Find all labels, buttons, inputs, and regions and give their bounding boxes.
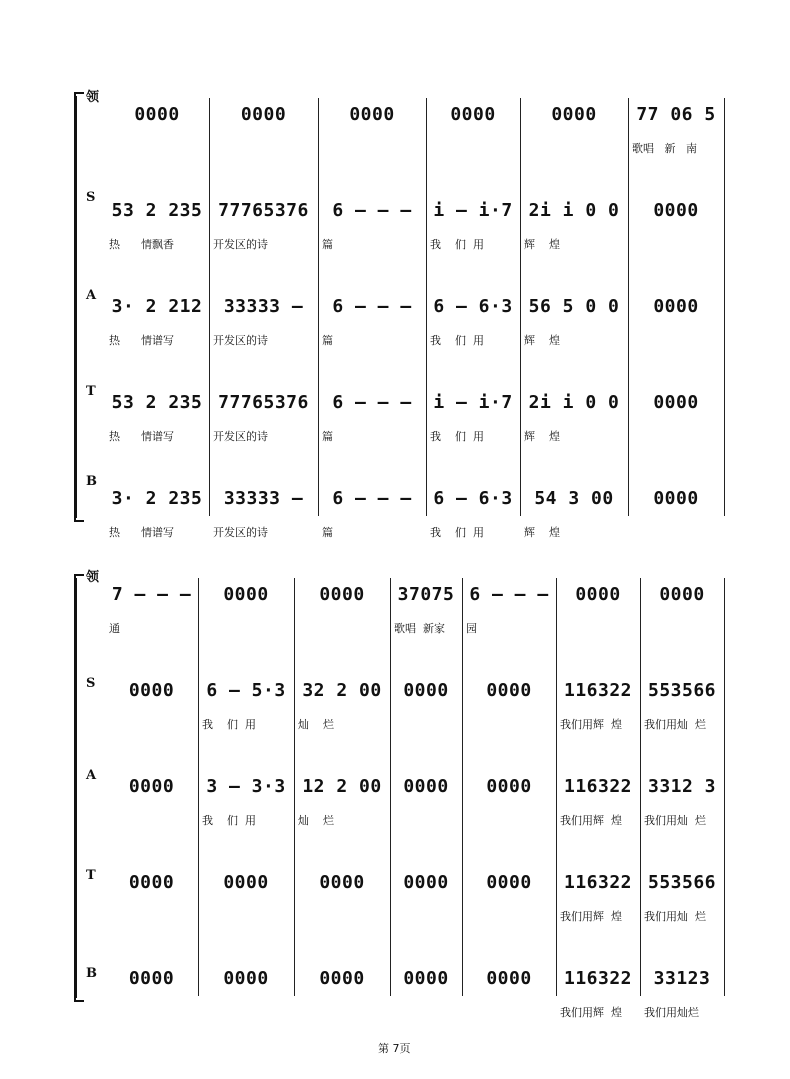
system1-measure-notes: 0000 xyxy=(653,488,699,509)
system1-measure-notes: 77 06 5 xyxy=(636,104,716,125)
system2-measure-notes: 33123 xyxy=(653,968,711,989)
system1-measure-lyric: 篇 xyxy=(322,526,333,539)
system2-measure-notes: 0000 xyxy=(128,968,175,989)
system2-measure-notes: 116322 xyxy=(563,872,633,893)
system2-measure-notes: 0000 xyxy=(403,968,449,989)
system1-measure-lyric: 我 们 用 xyxy=(430,430,484,443)
system1-measure-notes: 6 – – – xyxy=(332,296,412,317)
system2-measure-notes: 37075 xyxy=(397,584,455,605)
system2-measure-notes: 0000 xyxy=(403,776,449,797)
system2-measure-notes: 3 – 3·3 xyxy=(206,776,286,797)
system1-measure-lyric: 我 们 用 xyxy=(430,334,484,347)
system2-measure-lyric: 我们用灿 烂 xyxy=(644,910,706,923)
system1-measure-notes: 0000 xyxy=(450,104,496,125)
system2-barline xyxy=(640,578,641,996)
system2-measure-lyric: 我们用灿 烂 xyxy=(644,814,706,827)
system2-measure-lyric: 我们用辉 煌 xyxy=(560,814,622,827)
system2-measure-lyric: 灿 烂 xyxy=(298,718,334,731)
system2-brace-bottom xyxy=(74,994,84,1002)
system2-measure-notes: 0000 xyxy=(223,584,269,605)
system2-part-label: T xyxy=(86,868,96,883)
system1-measure-notes: 0000 xyxy=(240,104,287,125)
system2-measure-lyric: 我们用辉 煌 xyxy=(560,1006,622,1019)
system1-brace xyxy=(74,96,77,518)
system2-part-label: S xyxy=(86,676,96,691)
system1-brace-bottom xyxy=(74,514,84,522)
system2-measure-notes: 0000 xyxy=(659,584,705,605)
system2-measure-lyric: 我们用辉 煌 xyxy=(560,718,622,731)
system2-measure-notes: 12 2 00 xyxy=(302,776,382,797)
system1-measure-lyric: 我 们 用 xyxy=(430,238,484,251)
system1-measure-notes: 53 2 235 xyxy=(111,200,203,221)
system2-part-label: A xyxy=(86,768,97,783)
system1-measure-lyric: 热 情谱写 xyxy=(109,526,174,539)
system2-barline xyxy=(556,578,557,996)
system1-measure-lyric: 篇 xyxy=(322,238,333,251)
system1-measure-lyric: 辉 煌 xyxy=(524,238,560,251)
system1-part-label: S xyxy=(86,190,96,205)
system1-measure-notes: 6 – 6·3 xyxy=(433,488,513,509)
system1-barline xyxy=(318,98,319,516)
system2-measure-notes: 553566 xyxy=(647,872,717,893)
system2-brace-top xyxy=(74,574,84,582)
system1-measure-lyric: 开发区的诗 xyxy=(213,526,268,539)
system1-measure-lyric: 开发区的诗 xyxy=(213,334,268,347)
system1-measure-notes: 3· 2 212 xyxy=(111,296,203,317)
system2-part-label: B xyxy=(86,966,97,981)
system1-measure-notes: i – i·7 xyxy=(433,392,513,413)
system1-part-label: A xyxy=(86,288,97,303)
system2-measure-notes: 0000 xyxy=(575,584,621,605)
system1-measure-notes: 33333 – xyxy=(223,488,304,509)
system2-measure-lyric: 我们用灿烂 xyxy=(644,1006,699,1019)
system1-barline xyxy=(209,98,210,516)
system1-part-label: T xyxy=(86,384,96,399)
system2-measure-notes: 0000 xyxy=(319,872,365,893)
system2-measure-notes: 0000 xyxy=(319,584,365,605)
system2-measure-notes: 553566 xyxy=(647,680,717,701)
system1-measure-notes: 0000 xyxy=(349,104,395,125)
system1-measure-lyric: 开发区的诗 xyxy=(213,238,268,251)
system1-measure-notes: 0000 xyxy=(653,200,699,221)
system2-barline xyxy=(294,578,295,996)
system1-measure-notes: 77765376 xyxy=(218,200,309,221)
system2-part-label: 领 xyxy=(86,570,100,585)
system1-measure-notes: 0000 xyxy=(134,104,180,125)
system1-measure-lyric: 热 情谱写 xyxy=(109,430,174,443)
system1-measure-notes: 6 – – – xyxy=(332,200,412,221)
system1-measure-notes: 53 2 235 xyxy=(111,392,203,413)
system1-barline xyxy=(520,98,521,516)
system2-measure-notes: 0000 xyxy=(403,680,449,701)
system1-measure-notes: 6 – – – xyxy=(332,392,412,413)
system2-measure-notes: 7 – – – xyxy=(111,584,192,605)
system1-measure-notes: 2i i 0 0 xyxy=(528,392,620,413)
system2-barline xyxy=(724,578,725,996)
system1-measure-notes: 2i i 0 0 xyxy=(528,200,620,221)
system1-barline xyxy=(628,98,629,516)
system2-measure-notes: 0000 xyxy=(486,968,532,989)
system2-measure-lyric: 通 xyxy=(109,622,120,635)
system1-measure-notes: 54 3 00 xyxy=(534,488,614,509)
system2-measure-lyric: 我 们 用 xyxy=(202,718,256,731)
page-number: 第 7页 xyxy=(378,1042,411,1055)
system2-measure-lyric: 我们用辉 煌 xyxy=(560,910,622,923)
system1-measure-lyric: 篇 xyxy=(322,334,333,347)
system1-measure-lyric: 篇 xyxy=(322,430,333,443)
system2-measure-notes: 6 – 5·3 xyxy=(206,680,286,701)
system2-measure-notes: 0000 xyxy=(223,968,269,989)
system1-barline xyxy=(724,98,725,516)
system1-measure-notes: 6 – – – xyxy=(332,488,412,509)
system2-measure-notes: 32 2 00 xyxy=(302,680,382,701)
system1-part-label: 领 xyxy=(86,90,100,105)
system1-measure-notes: 3· 2 235 xyxy=(111,488,203,509)
system2-barline xyxy=(390,578,391,996)
system1-measure-notes: 77765376 xyxy=(218,392,309,413)
system1-measure-notes: 33333 – xyxy=(223,296,304,317)
system2-measure-lyric: 园 xyxy=(466,622,477,635)
system1-measure-notes: 0000 xyxy=(653,296,699,317)
system2-measure-notes: 116322 xyxy=(563,680,633,701)
system2-measure-lyric: 我们用灿 烂 xyxy=(644,718,706,731)
system1-measure-notes: 6 – 6·3 xyxy=(433,296,513,317)
system1-measure-lyric: 歌唱 新 南 xyxy=(632,142,697,155)
system2-measure-notes: 116322 xyxy=(563,968,633,989)
system2-measure-notes: 6 – – – xyxy=(469,584,549,605)
system2-measure-lyric: 灿 烂 xyxy=(298,814,334,827)
system1-measure-lyric: 辉 煌 xyxy=(524,430,560,443)
system2-measure-notes: 0000 xyxy=(128,872,175,893)
system1-measure-lyric: 我 们 用 xyxy=(430,526,484,539)
system2-measure-notes: 116322 xyxy=(563,776,633,797)
system2-measure-notes: 0000 xyxy=(128,680,175,701)
system2-measure-notes: 0000 xyxy=(486,872,532,893)
system2-measure-lyric: 我 们 用 xyxy=(202,814,256,827)
system1-brace-top xyxy=(74,92,84,100)
system1-measure-notes: 0000 xyxy=(653,392,699,413)
system1-measure-lyric: 开发区的诗 xyxy=(213,430,268,443)
system2-brace xyxy=(74,578,77,998)
system1-measure-lyric: 热 情飘香 xyxy=(109,238,174,251)
system1-measure-lyric: 辉 煌 xyxy=(524,334,560,347)
system2-measure-notes: 0000 xyxy=(403,872,449,893)
system1-measure-notes: i – i·7 xyxy=(433,200,513,221)
system1-measure-notes: 56 5 0 0 xyxy=(528,296,620,317)
system2-barline xyxy=(198,578,199,996)
system1-measure-lyric: 热 情谱写 xyxy=(109,334,174,347)
system1-measure-lyric: 辉 煌 xyxy=(524,526,560,539)
system2-measure-notes: 0000 xyxy=(486,776,532,797)
system2-measure-notes: 0000 xyxy=(223,872,269,893)
system2-measure-lyric: 歌唱 新家 xyxy=(394,622,445,635)
system2-measure-notes: 0000 xyxy=(319,968,365,989)
system2-measure-notes: 0000 xyxy=(486,680,532,701)
system2-measure-notes: 0000 xyxy=(128,776,175,797)
system2-measure-notes: 3312 3 xyxy=(647,776,717,797)
system1-measure-notes: 0000 xyxy=(551,104,597,125)
system1-part-label: B xyxy=(86,474,97,489)
system1-barline xyxy=(426,98,427,516)
system2-barline xyxy=(462,578,463,996)
